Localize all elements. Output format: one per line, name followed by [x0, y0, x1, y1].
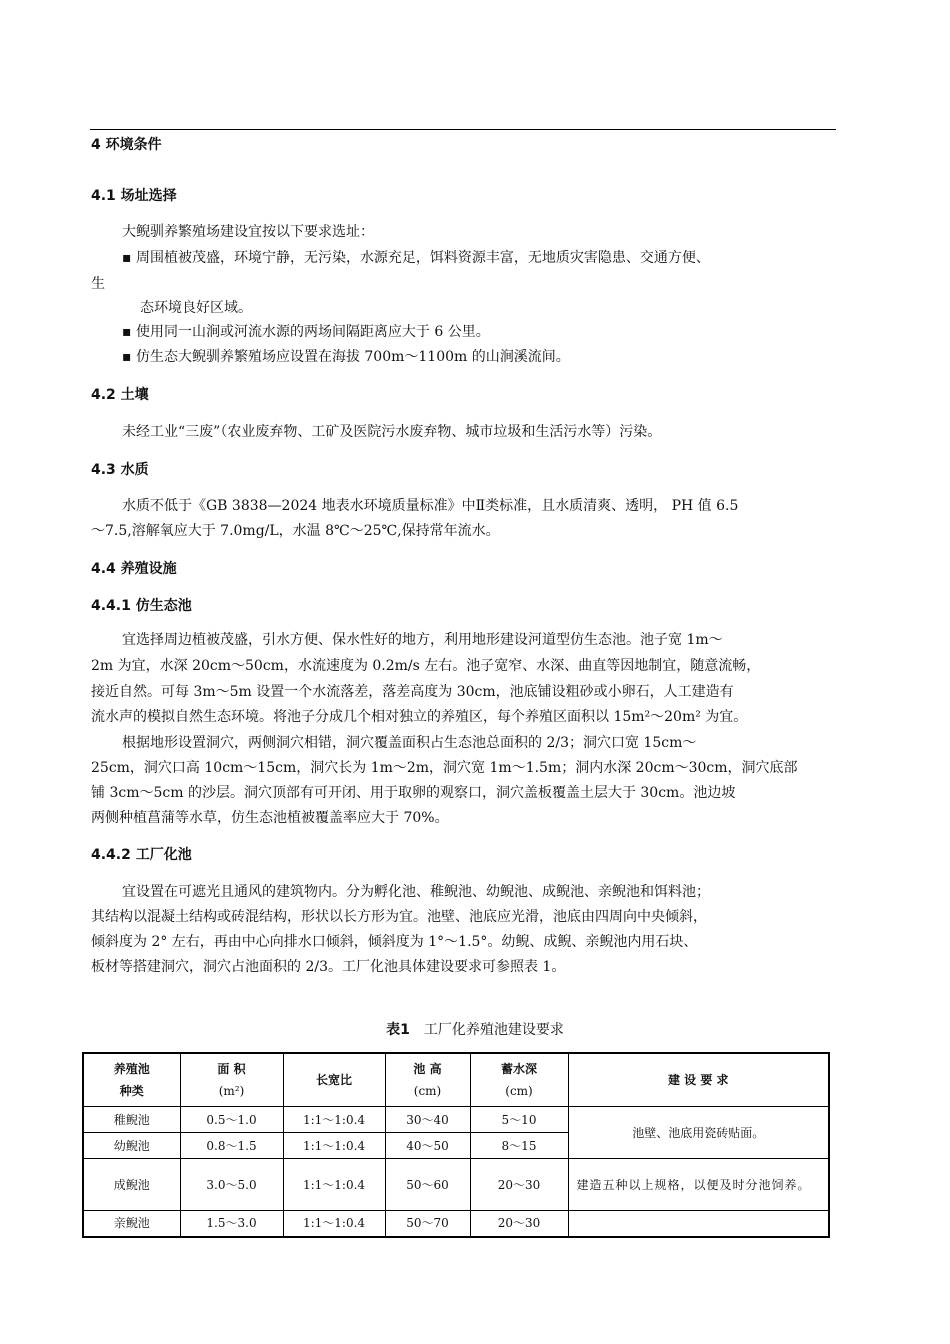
top-rule [90, 129, 836, 130]
cell-ratio: 1:1～1:0.4 [283, 1211, 385, 1237]
cell-area: 3.0～5.0 [180, 1159, 283, 1211]
cell-height: 50～60 [385, 1159, 470, 1211]
cell-area: 1.5～3.0 [180, 1211, 283, 1237]
paragraph-eco-pond-line-3: 接近自然。可每 3m～5m 设置一个水流落差，落差高度为 30cm，池底铺设粗砂或小卵石，人工建造有 [91, 684, 734, 700]
paragraph-factory-line-4: 板材等搭建洞穴，洞穴占池面积的 2/3。工厂化池具体建设要求可参照表 1。 [91, 959, 566, 975]
bullet-site-2: ▪ 使用同一山涧或河流水源的两场间隔距离应大于 6 公里。 [122, 324, 490, 340]
table-row [83, 1107, 829, 1133]
bullet-site-1: ▪ 周围植被茂盛，环境宁静，无污染，水源充足，饵料资源丰富，无地质灾害隐患、交通方便、 [122, 250, 710, 266]
cell-type: 稚鲵池 [83, 1107, 180, 1133]
cell-ratio: 1:1～1:0.4 [283, 1159, 385, 1211]
paragraph-cave-line-4: 两侧种植菖蒲等水草，仿生态池植被覆盖率应大于 70%。 [91, 810, 449, 826]
table-caption-title: 工厂化养殖池建设要求 [423, 1022, 564, 1038]
cell-depth: 20～30 [470, 1211, 568, 1237]
cell-height: 50～70 [385, 1211, 470, 1237]
cell-height: 30～40 [385, 1107, 470, 1133]
cell-requirements: 池壁、池底用瓷砖贴面。 [568, 1107, 829, 1159]
cell-depth: 20～30 [470, 1159, 568, 1211]
table-row [83, 1211, 829, 1237]
cell-type: 亲鲵池 [83, 1211, 180, 1237]
cell-depth: 5～10 [470, 1107, 568, 1133]
section-4-heading: 4 环境条件 [91, 137, 162, 153]
pond-requirements-table [82, 1052, 830, 1238]
paragraph-cave-line-1: 根据地形设置洞穴，两侧洞穴相错，洞穴覆盖面积占生态池总面积的 2/3；洞穴口宽 15cm～ [122, 735, 697, 751]
cell-requirements: 建造五种以上规格，以便及时分池饲养。 [568, 1159, 829, 1211]
section-4-3-heading: 4.3 水质 [91, 462, 149, 478]
section-4-2-heading: 4.2 土壤 [91, 387, 149, 403]
bullet-site-1-wrap: 生 [91, 276, 105, 292]
paragraph-eco-pond-line-4: 流水声的模拟自然生态环境。将池子分成几个相对独立的养殖区，每个养殖区面积以 15m²～20m² 为宜。 [91, 709, 748, 725]
paragraph-water-line-2: ～7.5,溶解氧应大于 7.0mg/L，水温 8℃～25℃,保持常年流水。 [91, 523, 500, 539]
header-requirements: 建 设 要 求 [568, 1053, 829, 1107]
cell-type: 成鲵池 [83, 1159, 180, 1211]
table-caption-number: 表1 [386, 1022, 410, 1038]
cell-ratio: 1:1～1:0.4 [283, 1133, 385, 1159]
paragraph-factory-line-1: 宜设置在可遮光且通风的建筑物内。分为孵化池、稚鲵池、幼鲵池、成鲵池、亲鲵池和饵料池； [122, 884, 710, 900]
section-4-4-2-heading: 4.4.2 工厂化池 [91, 847, 192, 863]
header-depth: 蓄水深 (cm) [470, 1053, 568, 1107]
section-4-4-heading: 4.4 养殖设施 [91, 561, 177, 577]
bullet-site-1-cont: 态环境良好区域。 [140, 300, 252, 316]
cell-area: 0.8～1.5 [180, 1133, 283, 1159]
paragraph-site-intro: 大鲵驯养繁殖场建设宜按以下要求选址： [122, 224, 374, 240]
cell-depth: 8～15 [470, 1133, 568, 1159]
paragraph-soil: 未经工业“三废”（农业废弃物、工矿及医院污水废弃物、城市垃圾和生活污水等）污染。 [122, 424, 662, 440]
header-area: 面 积 (m²) [180, 1053, 283, 1107]
cell-requirements [568, 1211, 829, 1237]
paragraph-factory-line-2: 其结构以混凝土结构或砖混结构，形状以长方形为宜。池壁、池底应光滑，池底由四周向中央倾斜， [91, 909, 707, 925]
paragraph-cave-line-2: 25cm，洞穴口高 10cm～15cm，洞穴长为 1m～2m，洞穴宽 1m～1.5m；洞内水深 20cm～30cm，洞穴底部 [91, 760, 798, 776]
cell-type: 幼鲵池 [83, 1133, 180, 1159]
paragraph-water-line-1: 水质不低于《GB 3838—2024 地表水环境质量标准》中Ⅱ类标准，且水质清爽、透明， PH 值 6.5 [122, 498, 739, 514]
paragraph-factory-line-3: 倾斜度为 2° 左右，再由中心向排水口倾斜，倾斜度为 1°～1.5°。幼鲵、成鲵、亲鲵池内用石块、 [91, 934, 698, 950]
table-header-row [83, 1053, 829, 1107]
table-caption [0, 1020, 950, 1040]
paragraph-eco-pond-line-1: 宜选择周边植被茂盛，引水方便、保水性好的地方，利用地形建设河道型仿生态池。池子宽 1m～ [122, 632, 723, 648]
cell-area: 0.5～1.0 [180, 1107, 283, 1133]
bullet-site-3: ▪ 仿生态大鲵驯养繁殖场应设置在海拔 700m～1100m 的山涧溪流间。 [122, 349, 570, 365]
header-ratio: 长宽比 [283, 1053, 385, 1107]
cell-height: 40～50 [385, 1133, 470, 1159]
header-pond-type: 养殖池 种类 [83, 1053, 180, 1107]
section-4-4-1-heading: 4.4.1 仿生态池 [91, 598, 192, 614]
paragraph-cave-line-3: 铺 3cm～5cm 的沙层。洞穴顶部有可开闭、用于取卵的观察口，洞穴盖板覆盖土层大于 30cm。池边坡 [91, 785, 736, 801]
table-row [83, 1159, 829, 1211]
paragraph-eco-pond-line-2: 2m 为宜，水深 20cm～50cm，水流速度为 0.2m/s 左右。池子宽窄、水深、曲直等因地制宜，随意流畅， [91, 658, 761, 674]
cell-ratio: 1:1～1:0.4 [283, 1107, 385, 1133]
section-4-1-heading: 4.1 场址选择 [91, 188, 177, 204]
header-height: 池 高 (cm) [385, 1053, 470, 1107]
